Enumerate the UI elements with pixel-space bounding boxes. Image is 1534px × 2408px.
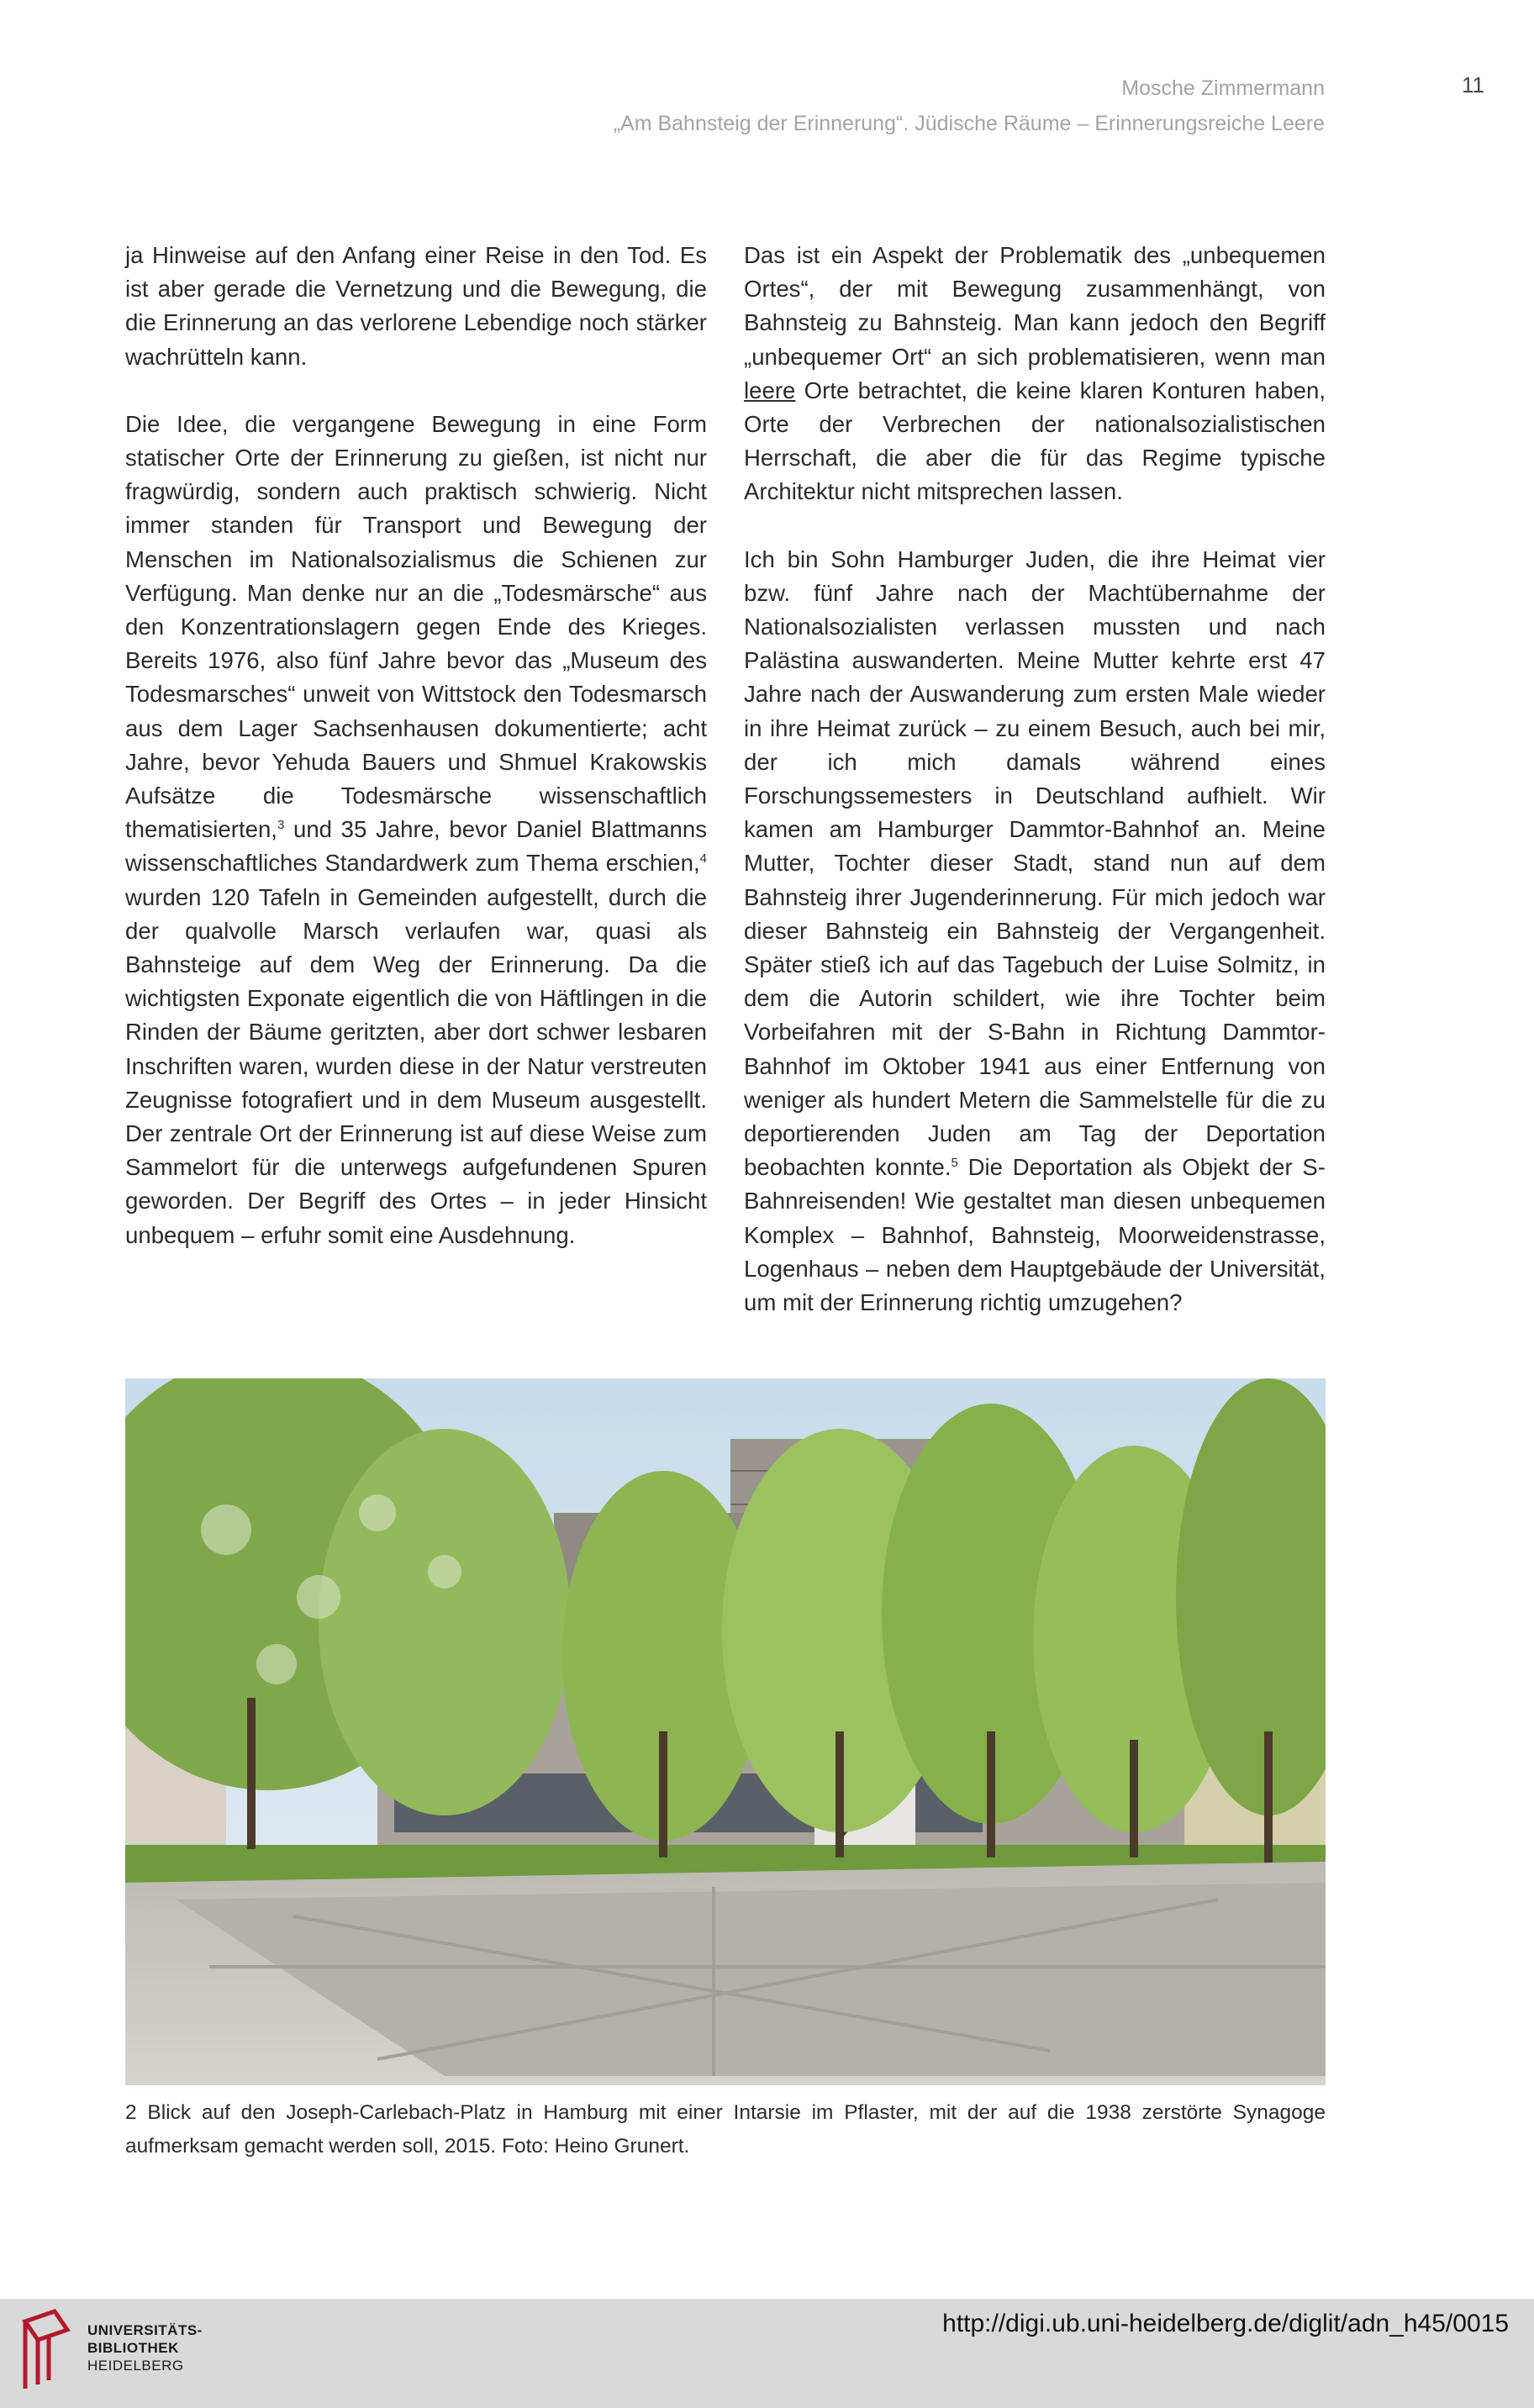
- footnote-ref-4[interactable]: 4: [699, 851, 707, 867]
- paragraph-text: Die Idee, die vergangene Bewegung in eine Form statischer Orte der Erinnerung zu gießen, ist nicht nur fragwürdig, sondern auch praktisch schwierig. Nicht immer standen für Transport und Bewegung der Menschen im Nationalsozialismus die Schienen zur Verfügung. Man denke nur an die „Todesmärsche“ aus den Konzentrationslagern gegen Ende des Krieges. Bereits 1976, also fünf Jahre bevor das „Museum des Todesmarsches“ unweit von Wittstock den Todesmarsch aus dem Lager Sachsenhausen dokumentierte; acht Jahre, bevor Yehuda Bauers und Shmuel Krakowskis Aufsätze die Todesmärsche wissenschaftlich thematisierten,: [125, 410, 707, 843]
- library-name-line: UNIVERSITÄTS-: [87, 2322, 203, 2338]
- paragraph-text: Orte betrachtet, die keine klaren Konturen haben, Orte der Verbrechen der nationalsozialistischen Herrschaft, die aber die für das Regime typische Architektur nicht mitsprechen lassen.: [744, 377, 1326, 505]
- figure-caption: 2 Blick auf den Joseph-Carlebach-Platz in Hamburg mit einer Intarsie im Pflaster, mit der auf die 1938 zerstörte Synagoge aufmerksam gemacht werden soll, 2015. Foto: Heino Grunert.: [125, 2101, 1326, 2158]
- right-text-column: [744, 239, 1326, 1320]
- paragraph: [744, 543, 1326, 1320]
- running-head-author: Mosche Zimmermann: [1121, 76, 1325, 100]
- paragraph-text: Die Deportation als Objekt der S-Bahnreisenden! Wie gestaltet man diesen unbequemen Komplex – Bahnhof, Bahnsteig, Moorweidenstrasse, Logenhaus – neben dem Hauptgebäude der Universität, um mit der Erinnerung richtig umzugehen?: [744, 1154, 1326, 1316]
- library-name-line: HEIDELBERG: [87, 2358, 184, 2374]
- page-number: 11: [1462, 72, 1484, 97]
- paragraph-text: Das ist ein Aspekt der Problematik des „unbequemen Ortes“, der mit Bewegung zusammenhängt, von Bahnsteig zu Bahnsteig. Man kann jedoch den Begriff „unbequemer Ort“ an sich problematisieren, wenn man: [744, 242, 1326, 370]
- paragraph-text: wurden 120 Tafeln in Gemeinden aufgestellt, durch die der qualvolle Marsch verlaufen war, quasi als Bahnsteige auf dem Weg der Erinnerung. Da die wichtigsten Exponate eigentlich die von Häftlingen in die Rinden der Bäume geritzten, aber dort schwer lesbaren Inschriften waren, wurden diese in der Natur verstreuten Zeugnisse fotografiert und in dem Museum ausgestellt. Der zentrale Ort der Erinnerung ist auf diese Weise zum Sammelort für die unterwegs aufgefundenen Spuren geworden. Der Begriff des Ortes – in jeder Hinsicht unbequem – erfuhr somit eine Ausdehnung.: [125, 883, 707, 1248]
- footnote-ref-5[interactable]: 5: [951, 1156, 958, 1171]
- library-name-line: BIBLIOTHEK: [87, 2340, 179, 2356]
- paragraph: ja Hinweise auf den Anfang einer Reise in den Tod. Es ist aber gerade die Vernetzung und die Bewegung, die die Erinnerung an das verlorene Lebendige noch stärker wachrütteln kann.: [125, 242, 707, 370]
- running-head-title: „Am Bahnsteig der Erinnerung“. Jüdische Räume – Erinnerungsreiche Leere: [613, 112, 1325, 135]
- paragraph: [744, 239, 1326, 509]
- running-head: [614, 71, 1325, 141]
- library-name: [87, 2321, 203, 2374]
- photo-illustration: [125, 1378, 1326, 2085]
- figure-photo: [125, 1378, 1326, 2085]
- underlined-word: leere: [744, 377, 796, 403]
- footnote-ref-3[interactable]: 3: [277, 818, 285, 833]
- left-text-column: [125, 239, 707, 1252]
- paragraph-text: Ich bin Sohn Hamburger Juden, die ihre Heimat vier bzw. fünf Jahre nach der Machtübernahme der Nationalsozialisten verlassen mussten und nach Palästina auswanderten. Meine Mutter kehrte erst 47 Jahre nach der Auswanderung zum ersten Male wieder in ihre Heimat zurück – zu einem Besuch, auch bei mir, der ich mich damals während eines Forschungssemesters in Deutschland aufhielt. Wir kamen am Hamburger Dammtor-Bahnhof an. Meine Mutter, Tochter dieser Stadt, stand nun auf dem Bahnsteig ihrer Jugenderinnerung. Für mich jedoch war dieser Bahnsteig ein Bahnsteig der Vergangenheit. Später stieß ich auf das Tagebuch der Luise Solmitz, in dem die Autorin schildert, wie ihre Tochter beim Vorbeifahren mit der S-Bahn in Richtung Dammtor-Bahnhof im Oktober 1941 aus einer Entfernung von weniger als hundert Metern die Sammelstelle für die zu deportierenden Juden am Tag der Deportation beobachten konnte.: [744, 545, 1326, 1181]
- paragraph: [125, 408, 707, 1252]
- paragraph-text: und 35 Jahre, bevor Daniel Blattmanns wissenschaftliches Standardwerk zum Thema erschien,: [125, 816, 707, 877]
- library-logo-icon: [17, 2305, 76, 2397]
- source-url-link[interactable]: http://digi.ub.uni-heidelberg.de/diglit/adn_h45/0015: [942, 2310, 1509, 2337]
